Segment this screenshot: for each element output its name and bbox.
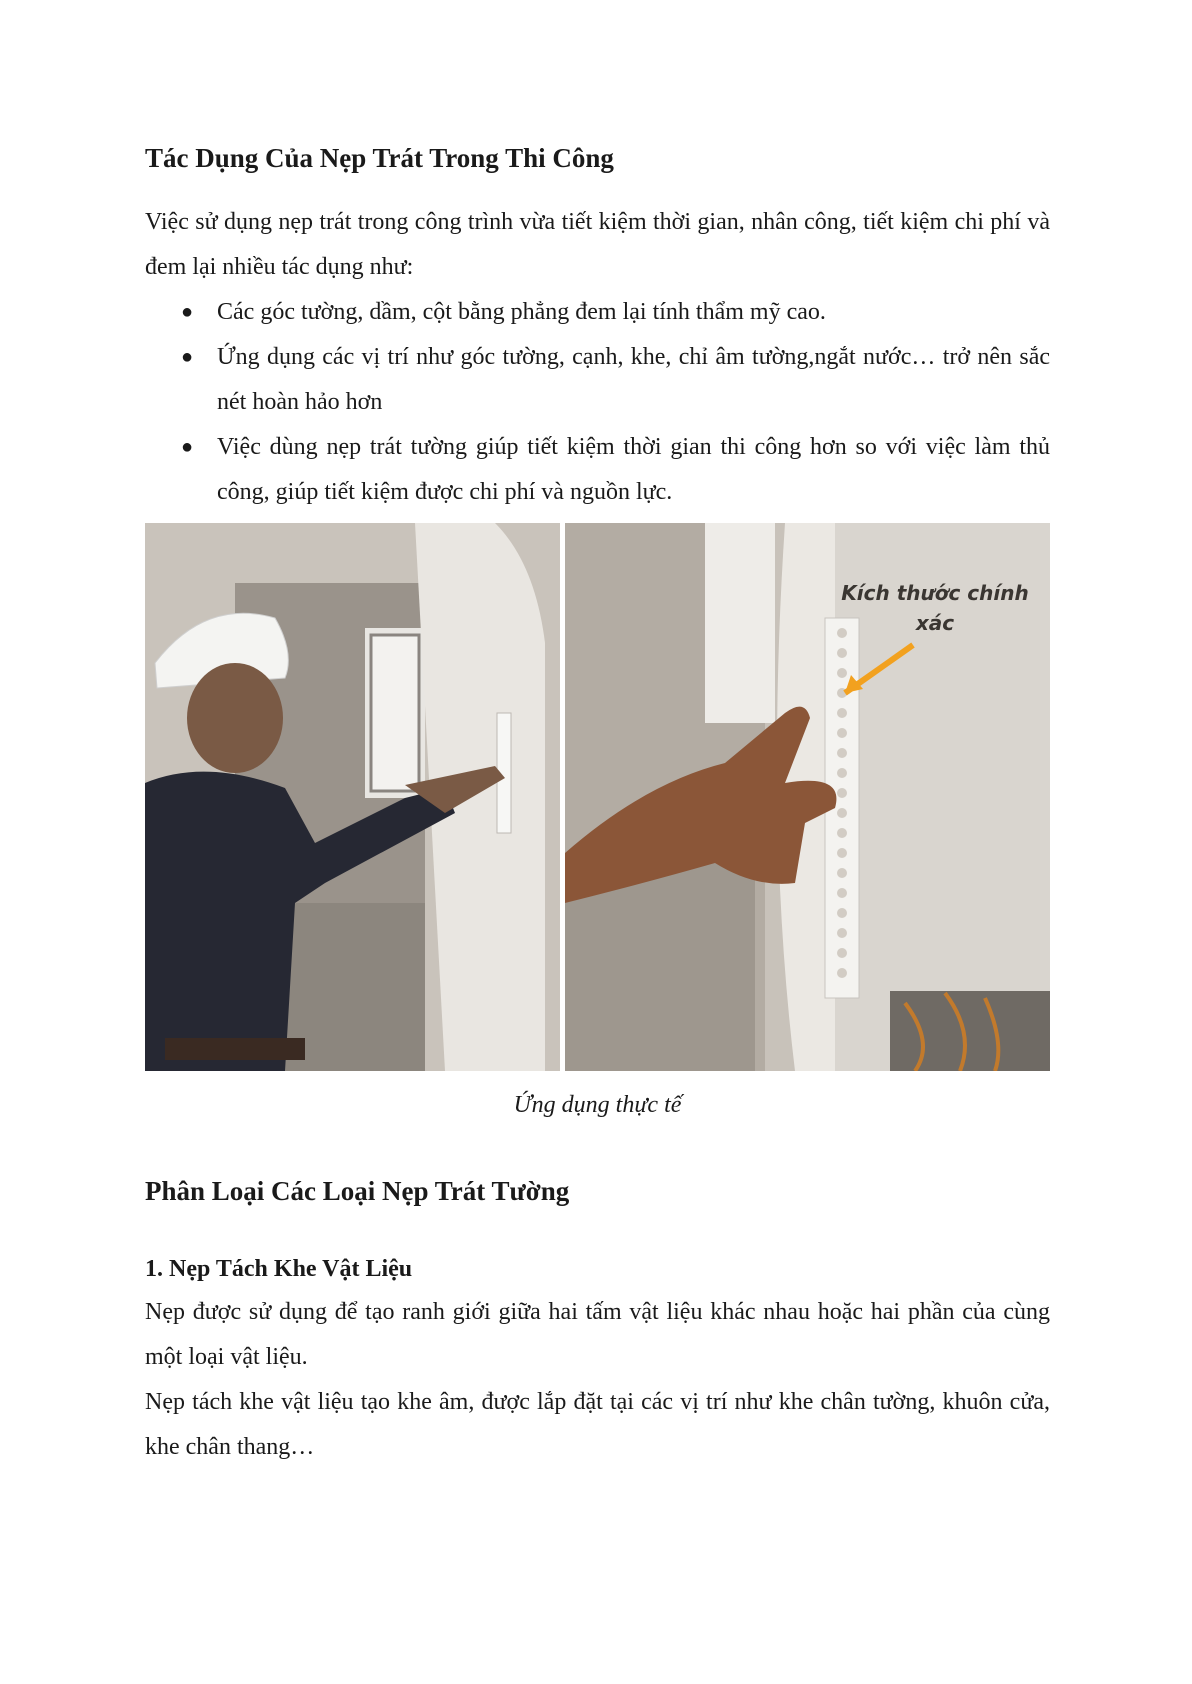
bullet-icon: ●	[181, 346, 194, 368]
bullet-icon: ●	[181, 436, 194, 458]
list-item	[145, 290, 1050, 335]
subsection-paragraph-1: Nẹp được sử dụng để tạo ranh giới giữa hai tấm vật liệu khác nhau hoặc hai phần của cùng một loại vật liệu.	[145, 1299, 1050, 1370]
list-item	[145, 425, 1050, 515]
overlay-label: Kích thước chính xác	[841, 581, 1029, 635]
list-item-text: Các góc tường, dầm, cột bằng phẳng đem lại tính thẩm mỹ cao.	[217, 299, 826, 325]
list-item	[145, 335, 1050, 425]
subsection-paragraph-2: Nẹp tách khe vật liệu tạo khe âm, được lắp đặt tại các vị trí như khe chân tường, khuôn cửa, khe chân thang…	[145, 1389, 1050, 1460]
figure-caption: Ứng dụng thực tế	[513, 1092, 682, 1118]
list-item-text: Ứng dụng các vị trí như góc tường, cạnh, khe, chỉ âm tường,ngắt nước… trở nên sắc nét hoàn hảo hơn	[217, 344, 1050, 415]
bullet-icon: ●	[181, 301, 194, 323]
benefit-list	[145, 290, 1050, 515]
list-item-text: Việc dùng nẹp trát tường giúp tiết kiệm thời gian thi công hơn so với việc làm thủ công, giúp tiết kiệm được chi phí và nguồn lực.	[217, 434, 1050, 505]
section-heading-phan-loai: Phân Loại Các Loại Nẹp Trát Tường	[145, 1176, 570, 1206]
intro-paragraph: Việc sử dụng nẹp trát trong công trình vừa tiết kiệm thời gian, nhân công, tiết kiệm chi phí và đem lại nhiều tác dụng như:	[145, 209, 1050, 280]
application-photo	[145, 523, 1050, 1071]
section-heading-tac-dung: Tác Dụng Của Nẹp Trát Trong Thi Công	[145, 143, 614, 173]
subsection-heading-tach-khe: 1. Nẹp Tách Khe Vật Liệu	[145, 1256, 413, 1282]
